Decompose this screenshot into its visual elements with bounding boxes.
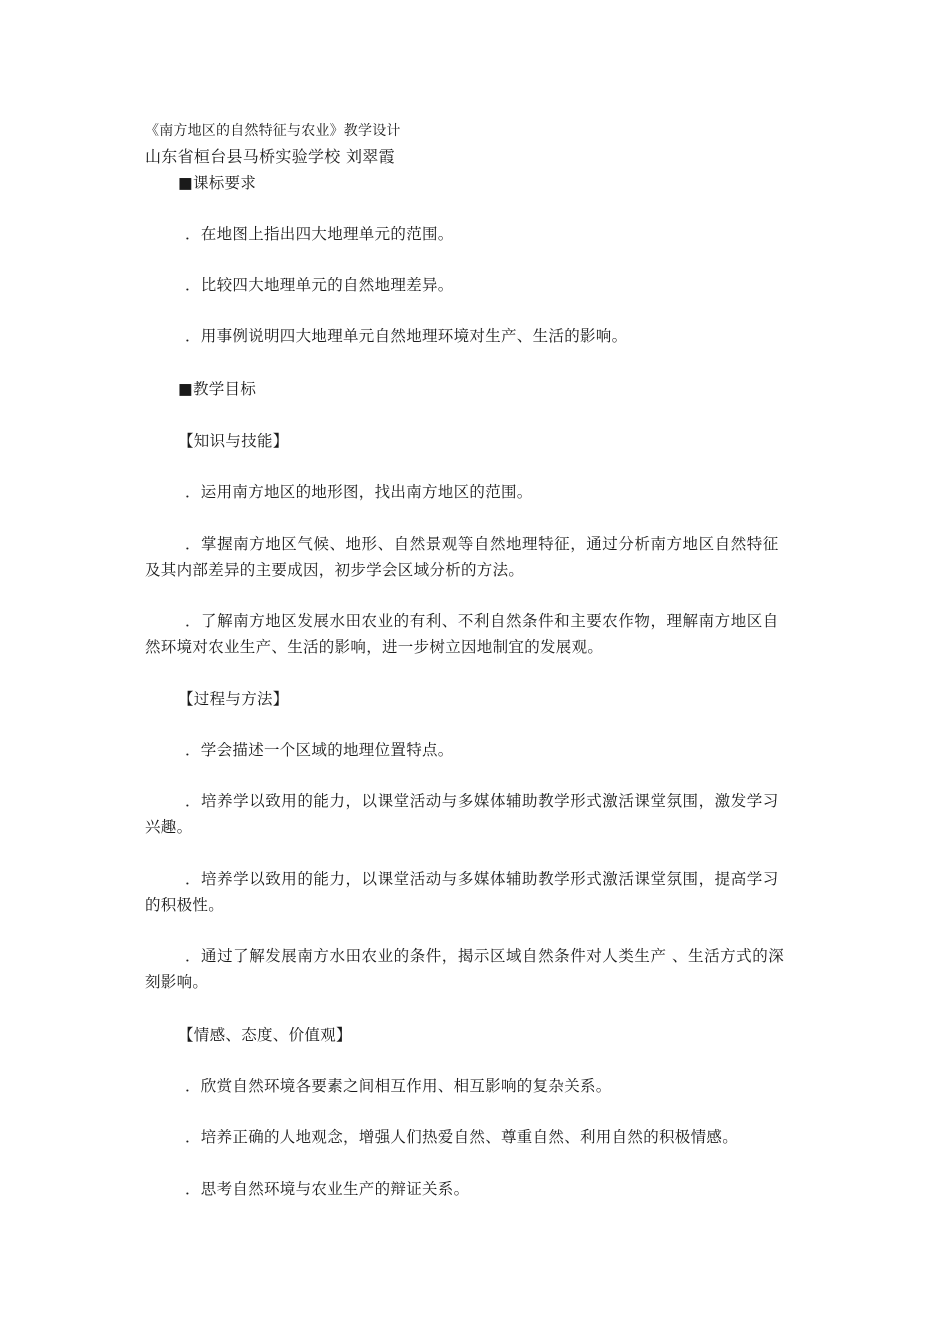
knowledge-item-1: ．运用南方地区的地形图，找出南方地区的范围。: [185, 483, 533, 501]
section-heading-goals: ■教学目标: [178, 380, 257, 398]
process-item-3-line-1: ．培养学以致用的能力，以课堂活动与多媒体辅助教学形式激活课堂氛围，提高学习: [185, 870, 779, 888]
document-title: 《南方地区的自然特征与农业》教学设计: [145, 123, 401, 139]
attitude-item-1: ．欣赏自然环境各要素之间相互作用、相互影响的复杂关系。: [185, 1077, 612, 1095]
attitude-item-2: ．培养正确的人地观念，增强人们热爱自然、尊重自然、利用自然的积极情感。: [185, 1128, 739, 1146]
attitude-item-3: ．思考自然环境与农业生产的辩证关系。: [185, 1180, 470, 1198]
process-item-4-line-1: ．通过了解发展南方水田农业的条件，揭示区域自然条件对人类生产 、生活方式的深: [185, 947, 785, 965]
subheading-process: 【过程与方法】: [178, 690, 289, 708]
process-item-3-line-2: 的积极性。: [145, 896, 225, 914]
curriculum-item-3: ．用事例说明四大地理单元自然地理环境对生产、生活的影响。: [185, 327, 628, 345]
process-item-2-line-1: ．培养学以致用的能力，以课堂活动与多媒体辅助教学形式激活课堂氛围，激发学习: [185, 792, 779, 810]
curriculum-item-1: ．在地图上指出四大地理单元的范围。: [185, 225, 454, 243]
subheading-attitude: 【情感、态度、价值观】: [178, 1026, 352, 1044]
author-line: 山东省桓台县马桥实验学校 刘翠霞: [145, 147, 395, 166]
knowledge-item-2-line-1: ．掌握南方地区气候、地形、自然景观等自然地理特征，通过分析南方地区自然特征: [185, 535, 779, 553]
knowledge-item-3-line-1: ．了解南方地区发展水田农业的有利、不利自然条件和主要农作物，理解南方地区自: [185, 612, 779, 630]
process-item-4-line-2: 刻影响。: [145, 973, 209, 991]
section-heading-curriculum: ■课标要求: [178, 174, 257, 192]
knowledge-item-3-line-2: 然环境对农业生产、生活的影响，进一步树立因地制宜的发展观。: [145, 638, 604, 656]
knowledge-item-2-line-2: 及其内部差异的主要成因，初步学会区域分析的方法。: [145, 561, 525, 579]
process-item-1: ．学会描述一个区域的地理位置特点。: [185, 741, 454, 759]
process-item-2-line-2: 兴趣。: [145, 818, 193, 836]
curriculum-item-2: ．比较四大地理单元的自然地理差异。: [185, 276, 454, 294]
subheading-knowledge: 【知识与技能】: [178, 432, 289, 450]
